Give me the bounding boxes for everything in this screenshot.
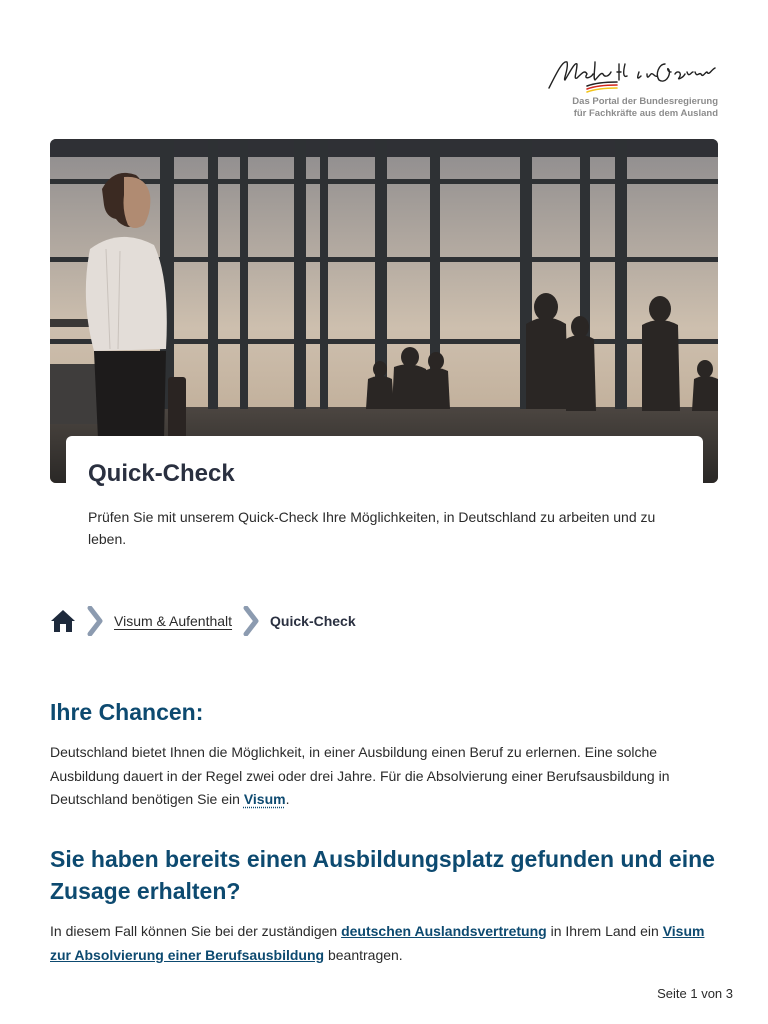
home-icon[interactable] xyxy=(50,608,76,634)
section-heading-ausbildungsplatz: Sie haben bereits einen Ausbildungsplatz gefunden und eine Zusage erhalten? xyxy=(50,846,715,904)
visum-berufsausbildung-link[interactable]: Visum zur Absolvierung einer Berufsausbildung xyxy=(50,923,705,963)
breadcrumb-current: Quick-Check xyxy=(270,613,356,629)
section-text-ausbildungsplatz xyxy=(50,920,718,967)
logo-subline xyxy=(572,96,718,120)
make-it-in-germany-logo[interactable] xyxy=(543,50,718,122)
quick-check-card xyxy=(66,436,703,576)
visum-link[interactable]: Visum xyxy=(243,791,286,807)
section2-text-1: In diesem Fall können Sie bei der zuständigen xyxy=(50,923,342,939)
section1-text: Deutschland bietet Ihnen die Möglichkeit, in einer Ausbildung einen Beruf zu erlernen. Eine solche Ausbildung dauert in der Regel zwei oder drei Jahre. Für die Absolvierung einer Berufsausbildung in Deutschland benötigen Sie ein xyxy=(50,744,670,807)
page-title: Quick-Check xyxy=(88,460,235,487)
section2-text-2: in Ihrem Land ein xyxy=(546,923,663,939)
section1-text-end: . xyxy=(285,791,290,807)
section-heading-chancen: Ihre Chancen: xyxy=(50,699,204,725)
section-text-chancen xyxy=(50,741,718,812)
auslandsvertretung-link[interactable]: deutschen Auslandsvertretung xyxy=(341,923,547,939)
section2-text-3: beantragen. xyxy=(324,946,403,963)
chevron-right-icon xyxy=(86,606,106,636)
page-intro-text: Prüfen Sie mit unserem Quick-Check Ihre Möglichkeiten, in Deutschland zu arbeiten und zu leben. xyxy=(88,509,656,547)
hero-image xyxy=(50,139,718,483)
logo-script-signature xyxy=(543,50,718,95)
logo-subline-2: für Fachkräfte aus dem Ausland xyxy=(573,108,718,119)
page-number: Seite 1 von 3 xyxy=(657,986,733,1001)
logo-subline-1: Das Portal der Bundesregierung xyxy=(572,96,718,107)
breadcrumb-link-visum-aufenthalt[interactable]: Visum & Aufenthalt xyxy=(114,613,233,629)
hero-illustration xyxy=(50,139,718,483)
chevron-right-icon xyxy=(242,606,262,636)
breadcrumb xyxy=(50,606,356,636)
